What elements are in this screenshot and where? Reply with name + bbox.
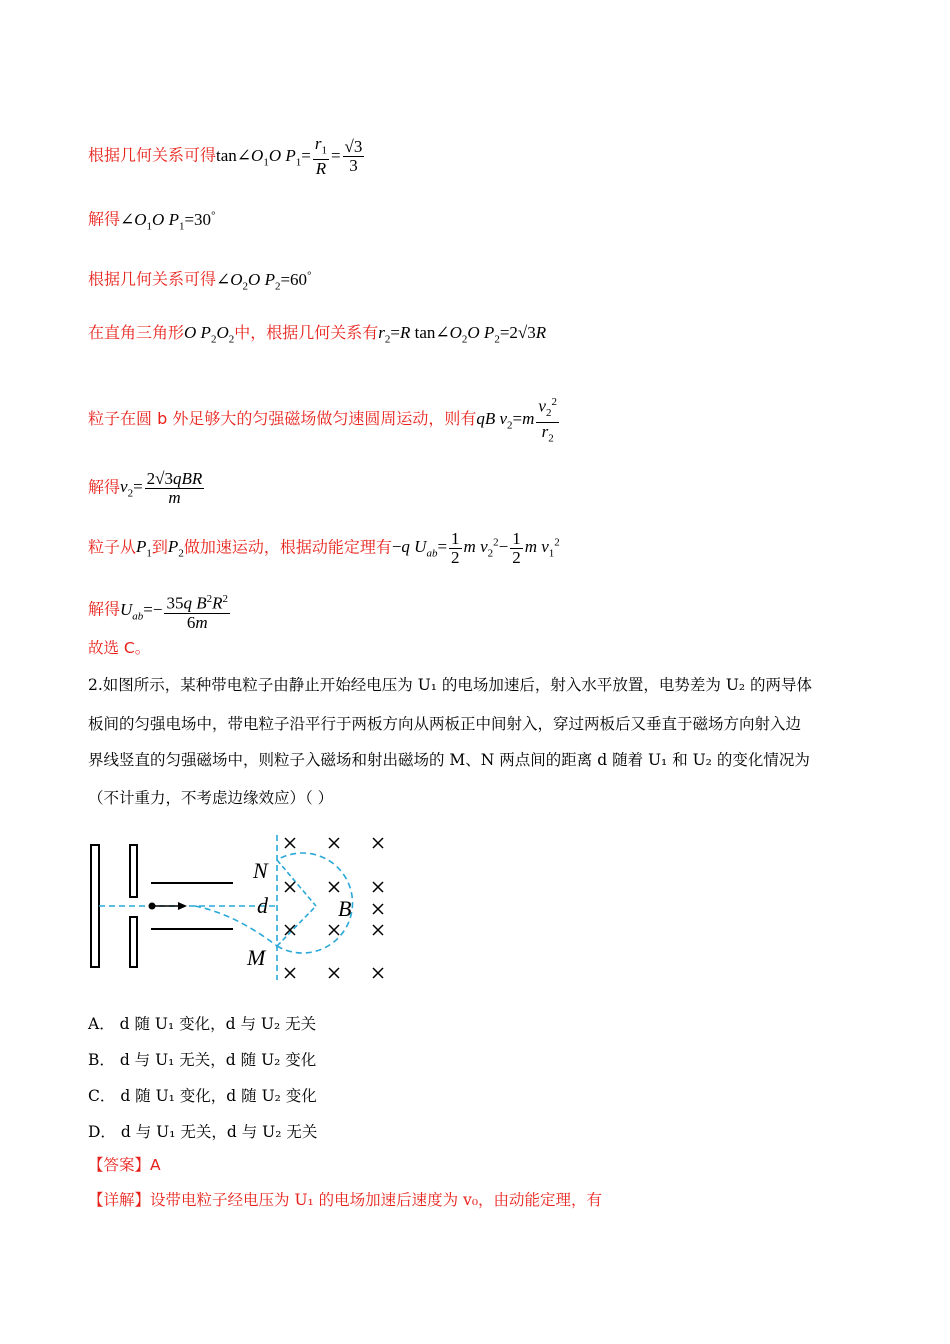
- conclusion: 故选 C。: [88, 639, 151, 657]
- plate-right-bottom: [130, 917, 137, 967]
- answer-line: [88, 1155, 161, 1175]
- solution-line-6: 解得$v_2=$ $\frac{\text{2√3qBR}}{m}$: [88, 469, 203, 507]
- solution-line-7: 粒子从$P_1$到$P_2$做加速运动，根据动能定理有−q $U_{ab}=$ $\frac{1}{2}$ m $v_2^2-$ $\frac{1}{2}$ m $v_1^2$: [88, 529, 560, 567]
- question-line-4: （不计重力，不考虑边缘效应）（ ）: [88, 789, 334, 807]
- solution-line-8: 解得$U_{ab}=-$ $\frac{35q B^2R^2}{6m}$: [88, 593, 229, 632]
- option-letter: A．: [88, 1015, 115, 1033]
- plate-left: [91, 845, 99, 967]
- physics-figure: [85, 830, 405, 985]
- option-text: d 与 U₁ 无关，d 与 U₂ 无关: [120, 1123, 318, 1141]
- option-letter: D．: [88, 1123, 116, 1141]
- field-crosses: [285, 838, 383, 978]
- detail-tag: 【详解】: [88, 1191, 151, 1209]
- label-M: M: [247, 945, 266, 970]
- solution-line-2: 解得$\angle O_1O$ $P_1=30^\circ$: [88, 209, 216, 233]
- option-text: d 与 U₁ 无关，d 随 U₂ 变化: [119, 1051, 317, 1069]
- option-a[interactable]: [88, 1012, 316, 1034]
- question-line-2: 板间的匀强电场中，带电粒子沿平行于两板方向从两板正中间射入，穿过两板后又垂直于磁场方向射入边: [88, 715, 802, 733]
- arrow-head: [178, 902, 187, 910]
- option-c[interactable]: [88, 1084, 317, 1106]
- option-letter: B．: [88, 1051, 115, 1069]
- question-line-1: 2.如图所示，某种带电粒子由静止开始经电压为 U₁ 的电场加速后，射入水平放置，电势差为 U₂ 的两导体: [88, 676, 813, 694]
- radius-bottom: [277, 906, 316, 946]
- detail-line: [88, 1190, 602, 1210]
- solution-line-3: 根据几何关系可得$\angle O_2O$ $P_2=60^\circ$: [88, 269, 312, 293]
- radius-top: [277, 860, 316, 906]
- solution-line-4: 在直角三角形O $P_2O_2$中，根据几何关系有$r_2=R$ $\tan\angle O_2O$ $P_2=2√3R$: [88, 323, 547, 346]
- solution-line-5: 粒子在圆 b 外足够大的匀强磁场做匀速圆周运动，则有qB $v_2=m$ $\frac{v_2^2}{r_2}$: [88, 393, 561, 447]
- label-B: B: [338, 896, 352, 921]
- plate-right-top: [130, 845, 137, 897]
- label-d: d: [257, 893, 268, 918]
- particle-dot: [149, 903, 156, 910]
- question-line-3: 界线竖直的匀强磁场中，则粒子入磁场和射出磁场的 M、N 两点间的距离 d 随着 U₁ 和 U₂ 的变化情况为: [88, 751, 810, 769]
- answer-value: A: [150, 1156, 161, 1174]
- detail-text: 设带电粒子经电压为 U₁ 的电场加速后速度为 v₀，由动能定理，有: [150, 1191, 603, 1209]
- option-d[interactable]: [88, 1120, 317, 1142]
- option-letter: C．: [88, 1087, 116, 1105]
- solution-line-1: 根据几何关系可得$\tan\angle O_1O$ $P_1=$ $\frac{r_1}{R}$ = $\frac{√3}{3}$: [88, 134, 363, 179]
- option-text: d 随 U₁ 变化，d 与 U₂ 无关: [119, 1015, 317, 1033]
- answer-tag: 【答案】: [88, 1156, 151, 1174]
- option-b[interactable]: [88, 1048, 316, 1070]
- label-N: N: [253, 858, 268, 883]
- option-text: d 随 U₁ 变化，d 随 U₂ 变化: [120, 1087, 317, 1105]
